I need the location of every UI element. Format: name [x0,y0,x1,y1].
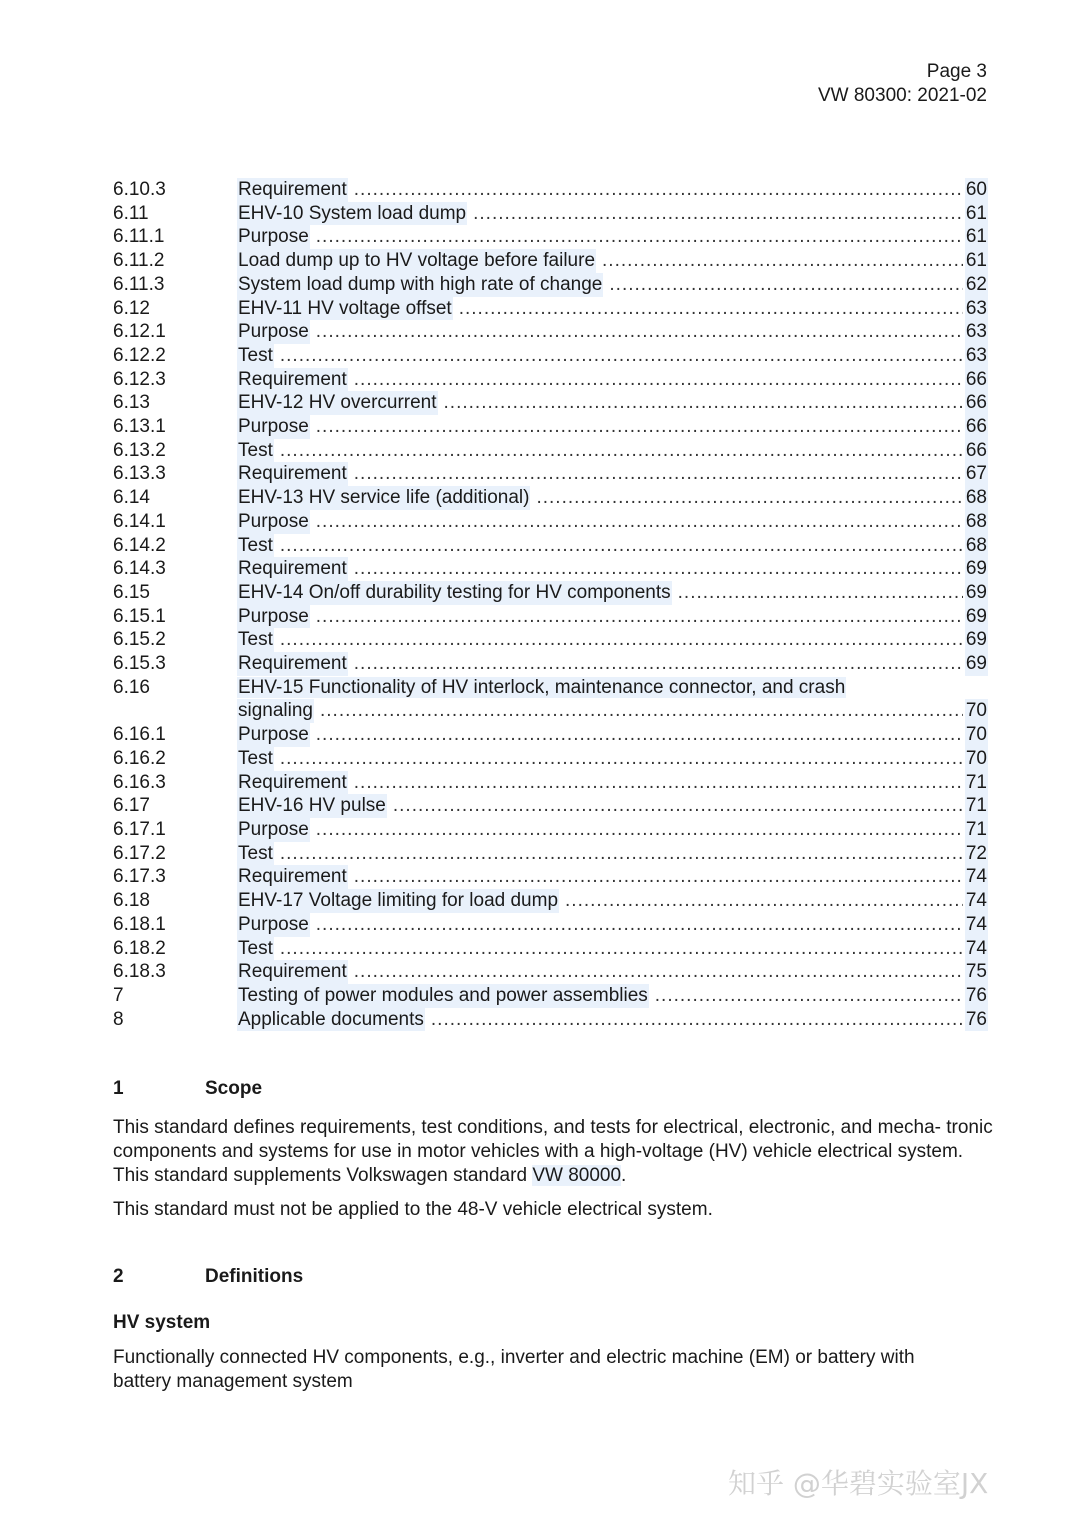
toc-entry-title[interactable]: Requirement [238,558,347,580]
toc-entry-number: 6.16 [113,676,150,698]
toc-dot-leader [316,913,963,937]
toc-entry[interactable] [113,557,988,581]
toc-dot-leader [393,794,963,818]
toc-entry-page[interactable]: 75 [965,961,987,983]
toc-dot-leader [280,747,963,771]
toc-entry-body [237,865,988,889]
toc-entry-page[interactable]: 61 [965,226,987,248]
toc-entry-body [237,723,988,747]
toc-entry-page[interactable]: 71 [965,795,987,817]
toc-entry[interactable] [113,462,988,486]
toc-entry-body [237,984,988,1008]
scope-paragraph-2: This standard must not be applied to the 48-V vehicle electrical system. [113,1199,713,1220]
toc-dot-leader [316,723,963,747]
toc-entry-number: 6.13.2 [113,439,166,461]
toc-entry[interactable] [113,320,988,344]
toc-entry-page[interactable]: 66 [965,439,987,461]
toc-entry-number: 6.17 [113,795,150,817]
toc-entry-body [237,510,988,534]
toc-entry[interactable] [113,249,988,273]
scope-paragraph-1 [113,1116,993,1188]
toc-dot-leader [280,344,963,368]
toc-entry-title[interactable]: Purpose [238,321,309,343]
toc-entry-page[interactable]: 69 [965,581,987,603]
toc-dot-leader [316,415,963,439]
toc-dot-leader [280,628,963,652]
toc-entry-number: 6.12.1 [113,321,166,343]
toc-entry-page[interactable]: 63 [965,297,987,319]
toc-entry-body [237,202,988,226]
toc-dot-leader [316,605,963,629]
toc-dot-leader [354,178,963,202]
toc-entry-title[interactable]: Requirement [238,653,347,675]
toc-entry-page[interactable]: 76 [965,1008,987,1030]
toc-entry-title[interactable]: EHV-13 HV service life (additional) [238,487,530,509]
toc-entry-number: 6.11.2 [113,250,165,272]
toc-entry-body [237,818,988,842]
toc-entry-number: 6.18.1 [113,913,166,935]
toc-entry-title[interactable]: Test [238,747,273,769]
toc-entry[interactable] [113,273,988,297]
toc-dot-leader [354,462,963,486]
toc-entry-page[interactable]: 63 [965,344,987,366]
toc-entry-number: 6.12.2 [113,344,166,366]
toc-entry-title[interactable]: Test [238,842,273,864]
toc-dot-leader [473,202,963,226]
toc-dot-leader [320,699,963,723]
toc-entry-title[interactable]: Requirement [238,179,347,200]
toc-entry[interactable] [113,865,988,889]
toc-entry[interactable] [113,771,988,795]
toc-entry-page[interactable]: 68 [965,510,987,532]
toc-entry-number: 6.18.3 [113,961,166,983]
toc-entry-page[interactable]: 74 [965,937,987,959]
toc-dot-leader [354,865,963,889]
toc-entry[interactable] [113,747,988,771]
toc-entry-body [237,557,988,581]
toc-entry-title[interactable]: Test [238,344,273,366]
toc-entry-body [237,1008,988,1032]
toc-entry[interactable] [113,391,988,415]
toc-entry-number: 6.11 [113,202,149,224]
section-number: 2 [113,1266,124,1287]
page-header [818,60,987,108]
toc-dot-leader [280,534,963,558]
toc-dot-leader [565,889,963,913]
toc-dot-leader [602,249,963,273]
document-id: VW 80300: 2021-02 [817,85,987,106]
toc-dot-leader [316,818,963,842]
toc-entry-title[interactable]: EHV-12 HV overcurrent [238,392,437,414]
toc-dot-leader [354,652,963,676]
toc-entry-body [237,534,988,558]
toc-entry-body [237,652,988,676]
toc-entry[interactable] [113,960,988,984]
toc-entry-title[interactable]: Purpose [238,416,309,438]
page-number: Page 3 [926,61,987,82]
toc-entry[interactable] [113,937,988,961]
toc-entry-title[interactable]: Requirement [238,866,347,888]
toc-entry-page[interactable]: 62 [965,273,987,295]
toc-entry[interactable] [113,628,988,652]
toc-entry-title[interactable]: EHV-14 On/off durability testing for HV components [238,581,671,603]
toc-entry-body [237,628,988,652]
definition-term: HV system [113,1312,211,1333]
toc-entry-number: 6.15.2 [113,629,166,651]
toc-entry-title[interactable]: System load dump with high rate of change [238,273,603,295]
toc-entry-page[interactable]: 76 [965,984,987,1006]
scope-paragraph-end: . [621,1165,627,1186]
toc-dot-leader [459,297,963,321]
table-of-contents [113,178,988,1031]
toc-entry-page[interactable]: 74 [965,890,987,912]
toc-dot-leader [354,960,963,984]
toc-dot-leader [280,937,963,961]
toc-entry-body [237,439,988,463]
toc-entry-number: 6.13.1 [113,416,166,438]
toc-entry-body [237,605,988,629]
toc-entry-number: 7 [113,984,124,1006]
toc-entry[interactable] [113,652,988,676]
toc-entry-title[interactable]: Purpose [238,818,309,840]
section-title: Definitions [205,1266,304,1287]
toc-entry-page[interactable]: 66 [965,392,987,414]
toc-entry-body [237,178,988,202]
toc-dot-leader [655,984,963,1008]
toc-entry-title[interactable]: EHV-16 HV pulse [238,795,386,817]
toc-entry-page[interactable]: 68 [965,487,987,509]
toc-entry-number: 6.14.1 [113,510,166,532]
toc-entry-number: 6.17.1 [113,818,166,840]
toc-entry-body [237,794,988,818]
toc-entry-number: 6.17.3 [113,866,166,888]
toc-entry-title[interactable]: signaling [238,700,313,722]
vw80000-link[interactable]: VW 80000 [532,1165,622,1186]
toc-entry-number: 6.18 [113,890,150,912]
toc-entry-title[interactable]: Requirement [238,771,347,793]
toc-entry-title[interactable]: Purpose [238,913,309,935]
toc-entry-body [237,391,988,415]
toc-entry[interactable] [113,415,988,439]
toc-entry-number: 6.10.3 [113,179,166,200]
toc-entry-page[interactable]: 69 [965,558,987,580]
toc-entry-number: 6.18.2 [113,937,166,959]
toc-entry[interactable] [113,510,988,534]
toc-entry-body [237,320,988,344]
toc-entry-title[interactable]: Requirement [238,463,347,485]
toc-dot-leader [536,486,962,510]
toc-dot-leader [354,557,963,581]
toc-dot-leader [316,510,963,534]
toc-entry[interactable] [113,581,988,605]
toc-entry-title[interactable]: EHV-17 Voltage limiting for load dump [238,890,559,912]
toc-dot-leader [280,842,963,866]
toc-entry-page[interactable]: 69 [965,653,987,675]
toc-entry-title[interactable]: Test [238,629,273,651]
toc-entry-page[interactable]: 71 [965,818,987,840]
toc-entry-page[interactable]: 70 [965,724,987,746]
toc-entry[interactable] [113,534,988,558]
toc-entry-body [237,225,988,249]
toc-entry-number: 6.17.2 [113,842,166,864]
toc-entry-title[interactable]: Requirement [238,368,347,390]
section-title: Scope [205,1078,263,1099]
toc-entry-number: 6.13 [113,392,150,414]
toc-entry-page[interactable]: 70 [965,747,987,769]
toc-entry-page[interactable]: 71 [965,771,987,793]
toc-entry-title[interactable]: Purpose [238,605,309,627]
toc-entry-number: 6.14.2 [113,534,166,556]
toc-entry-body [237,676,988,723]
toc-entry-title[interactable]: Applicable documents [238,1008,424,1030]
toc-entry-body [237,344,988,368]
toc-entry[interactable] [113,178,988,202]
toc-entry-number: 6.14 [113,487,150,509]
toc-entry-body [237,747,988,771]
scope-paragraph-text: This standard defines requirements, test conditions, and tests for electrical, electronic, and mecha- tronic components and systems for use in motor vehicles with a high-voltage (HV) vehicle electrical system. This standard supplements Volkswagen standard [113,1117,993,1186]
toc-entry-page[interactable]: 74 [965,913,987,935]
toc-entry-title[interactable]: Test [238,937,273,959]
toc-entry[interactable] [113,794,988,818]
toc-entry-page[interactable]: 66 [965,368,987,390]
toc-entry-number: 6.11.3 [113,273,165,295]
toc-entry-number: 6.15.3 [113,653,166,675]
toc-entry-title[interactable]: Test [238,534,273,556]
toc-entry-number: 6.14.3 [113,558,166,580]
toc-entry[interactable] [113,225,988,249]
toc-entry-title-line1[interactable]: EHV-15 Functionality of HV interlock, maintenance connector, and crash [238,676,846,698]
toc-entry-title[interactable]: EHV-10 System load dump [238,202,467,224]
toc-entry-number: 6.13.3 [113,463,166,485]
toc-entry[interactable] [113,439,988,463]
toc-entry-number: 6.11.1 [113,226,165,248]
toc-entry-page[interactable]: 61 [965,250,987,272]
watermark: 知乎 @华碧实验室JX [728,1467,989,1500]
toc-entry[interactable] [113,818,988,842]
toc-entry-title[interactable]: Purpose [238,724,309,746]
toc-dot-leader [609,273,962,297]
definition-text: Functionally connected HV components, e.g., inverter and electric machine (EM) or battery with battery management system [113,1347,915,1392]
toc-entry[interactable] [113,297,988,321]
toc-entry-title[interactable]: EHV-11 HV voltage offset [238,297,452,319]
toc-entry-body [237,368,988,392]
toc-entry-page[interactable]: 72 [965,842,987,864]
toc-entry-body [237,249,988,273]
toc-entry-body [237,842,988,866]
toc-entry-body [237,297,988,321]
toc-entry-body [237,462,988,486]
toc-dot-leader [280,439,963,463]
toc-entry-page[interactable]: 67 [965,463,987,485]
toc-dot-leader [431,1008,963,1032]
toc-entry-number: 6.16.2 [113,747,166,769]
toc-entry-number: 6.16.3 [113,771,166,793]
section-heading-scope [113,1078,262,1100]
toc-entry[interactable] [113,889,988,913]
toc-entry[interactable] [113,344,988,368]
toc-entry-body [237,581,988,605]
toc-entry[interactable] [113,486,988,510]
toc-entry-number: 6.15.1 [113,605,166,627]
toc-entry-title[interactable]: Test [238,439,273,461]
toc-entry[interactable] [113,842,988,866]
toc-entry[interactable] [113,202,988,226]
toc-dot-leader [316,225,963,249]
toc-entry[interactable] [113,984,988,1008]
toc-entry[interactable] [113,368,988,392]
toc-entry-body [237,913,988,937]
toc-entry-page[interactable]: 68 [965,534,987,556]
toc-entry-page[interactable]: 69 [965,629,987,651]
toc-entry-body [237,937,988,961]
toc-entry-number: 8 [113,1008,124,1030]
toc-entry-page[interactable]: 63 [965,321,987,343]
toc-entry[interactable] [113,1008,988,1032]
section-number: 1 [113,1078,124,1099]
toc-dot-leader [444,391,963,415]
toc-entry-page[interactable]: 69 [965,605,987,627]
toc-dot-leader [678,581,963,605]
toc-entry[interactable] [113,605,988,629]
toc-dot-leader [354,368,963,392]
toc-entry[interactable] [113,723,988,747]
toc-entry-body [237,415,988,439]
toc-entry-page[interactable]: 61 [965,202,987,224]
toc-entry-title[interactable]: Requirement [238,961,347,983]
toc-entry-title[interactable]: Purpose [238,510,309,532]
toc-entry-number: 6.15 [113,581,150,603]
toc-dot-leader [316,320,963,344]
toc-entry-number: 6.12.3 [113,368,166,390]
toc-entry-page[interactable]: 70 [965,700,987,722]
toc-entry-number: 6.16.1 [113,724,166,746]
toc-entry-title[interactable]: Load dump up to HV voltage before failure [238,250,596,272]
toc-entry-body [237,486,988,510]
toc-entry-body [237,960,988,984]
toc-dot-leader [354,771,963,795]
toc-entry-title[interactable]: Testing of power modules and power assemblies [238,984,648,1006]
section-heading-definitions [113,1266,303,1288]
toc-entry-page[interactable]: 66 [965,416,987,438]
toc-entry-page[interactable]: 74 [965,866,987,888]
toc-entry[interactable] [113,676,988,723]
toc-entry-number: 6.12 [113,297,150,319]
toc-entry-page[interactable]: 60 [965,179,987,200]
toc-entry-body [237,273,988,297]
toc-entry-body [237,771,988,795]
toc-entry-title[interactable]: Purpose [238,226,309,248]
toc-entry[interactable] [113,913,988,937]
toc-entry-body [237,889,988,913]
